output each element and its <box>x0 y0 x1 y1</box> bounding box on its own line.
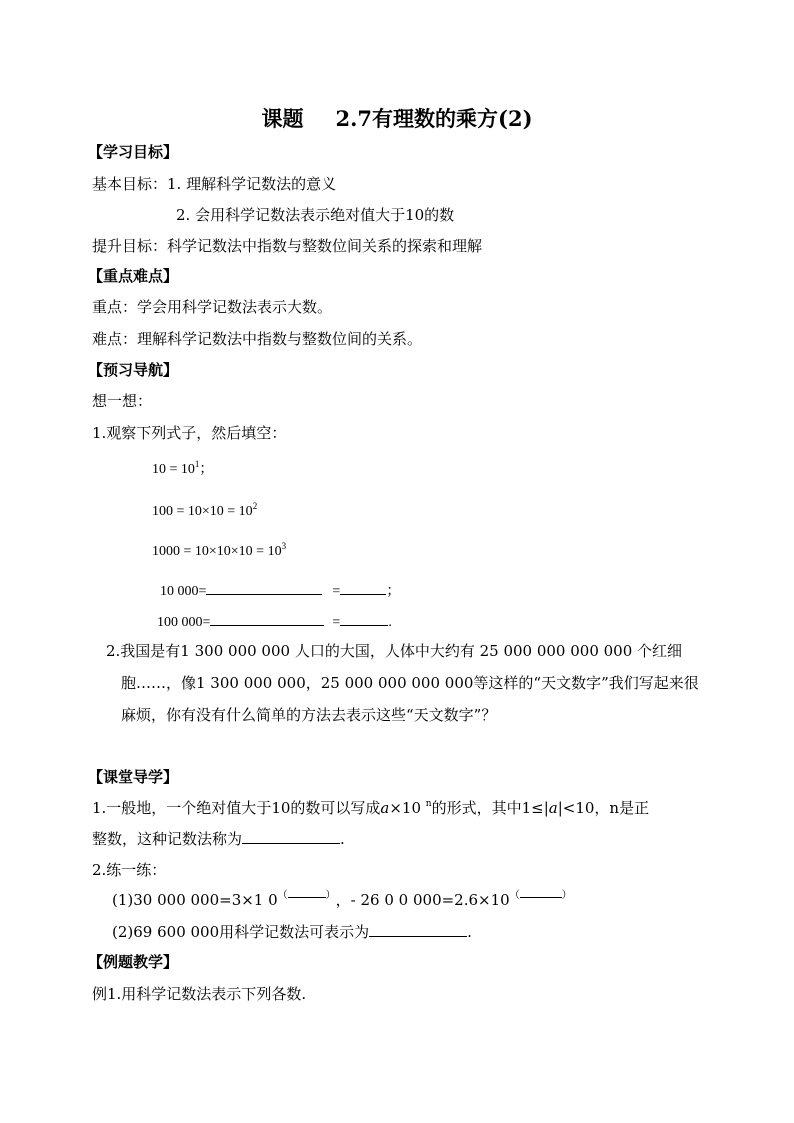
exercise-1-exp-blank-1[interactable] <box>277 890 336 901</box>
equation-1-tail: ； <box>199 462 214 477</box>
class-p1-b: ×10 <box>389 799 426 817</box>
class-p1-d: |<10，n是正 <box>557 799 650 817</box>
exercise-1-exp-blank-2[interactable] <box>509 890 572 901</box>
example-1: 例1.用科学记数法表示下列各数. <box>92 985 307 1003</box>
section-key-heading: 【重点难点】 <box>88 267 179 285</box>
class-p1-end: . <box>340 830 345 848</box>
paren-close-2: ） <box>561 890 572 901</box>
equation-3-exp: 3 <box>281 541 287 551</box>
key-focus: 重点：学会用科学记数法表示大数。 <box>92 298 333 316</box>
equation-5-mid: = <box>332 615 341 630</box>
equation-4 <box>160 580 400 602</box>
section-example-heading: 【例题教学】 <box>88 953 179 971</box>
page-title <box>0 103 794 133</box>
equation-3-left: 1000 = 10×10×10 = 10 <box>152 544 282 559</box>
preview-question-2-line-2: 胞……，像1 300 000 000，25 000 000 000 000等这样的“天文数字”我们写起来很 <box>121 674 699 692</box>
exercise-2 <box>112 922 472 942</box>
equation-1-exp: 1 <box>194 459 200 469</box>
equation-2 <box>152 502 257 522</box>
equation-4-mid: = <box>332 584 341 599</box>
paren-close-1: ） <box>325 890 336 901</box>
exercise-1-b: ，- 26 0 0 000=2.6×10 <box>335 891 510 909</box>
goal-basic-2: 2. 会用科学记数法表示绝对值大于10的数 <box>176 206 455 224</box>
class-p1-c: 的形式，其中1≤| <box>431 799 549 817</box>
preview-question-1: 1.观察下列式子，然后填空： <box>92 424 287 442</box>
equation-4-blank-1[interactable] <box>206 580 322 595</box>
key-difficulty: 难点：理解科学记数法中指数与整数位间的关系。 <box>92 330 423 348</box>
class-p1-a: 1.一般地，一个绝对值大于10的数可以写成 <box>92 799 381 817</box>
equation-5-blank-2[interactable] <box>340 611 388 626</box>
equation-5 <box>157 611 392 633</box>
exercise-1-a: (1)30 000 000=3×1 0 <box>112 891 278 909</box>
equation-4-left: 10 000= <box>160 584 207 599</box>
equation-1-left: 10 = 10 <box>152 462 195 477</box>
section-goals-heading: 【学习目标】 <box>88 143 179 161</box>
section-preview-heading: 【预习导航】 <box>88 361 179 379</box>
equation-2-exp: 2 <box>252 501 258 511</box>
exercise-1 <box>112 890 572 910</box>
preview-think: 想一想： <box>92 392 153 410</box>
equation-5-left: 100 000= <box>157 615 211 630</box>
class-point-1-line-2 <box>92 829 345 849</box>
class-point-2: 2.练一练： <box>92 861 167 879</box>
equation-5-tail: . <box>388 615 392 630</box>
class-p1-var-a: a <box>380 799 390 817</box>
equation-4-tail: ； <box>386 584 401 599</box>
goal-advanced: 提升目标：科学记数法中指数与整数位间关系的探索和理解 <box>92 237 483 255</box>
paren-open-1: （ <box>277 890 288 901</box>
exercise-2-end: . <box>467 923 472 941</box>
section-class-heading: 【课堂导学】 <box>88 768 179 786</box>
equation-2-left: 100 = 10×10 = 10 <box>152 504 253 519</box>
equation-4-blank-2[interactable] <box>340 580 386 595</box>
equation-3 <box>152 542 286 562</box>
paren-open-2: （ <box>509 890 520 901</box>
exercise-2-text: (2)69 600 000用科学记数法可表示为 <box>112 923 370 941</box>
class-point-1-line-1: 1.一般地，一个绝对值大于10的数可以写成a×10 n的形式，其中1≤|a|<10，n是正 <box>92 799 650 817</box>
class-p1-var-a-2: a <box>548 799 558 817</box>
title-prefix: 课题 <box>261 106 304 131</box>
equation-1 <box>152 460 213 480</box>
equation-5-blank-1[interactable] <box>210 611 324 626</box>
class-p1-blank[interactable] <box>242 829 340 844</box>
class-p1-line-2-text: 整数，这种记数法称为 <box>92 830 243 848</box>
preview-question-2-line-3: 麻烦，你有没有什么简单的方法去表示这些“天文数字”？ <box>121 706 497 724</box>
title-main: 2.7有理数的乘方(2) <box>335 106 533 131</box>
preview-question-2-line-1: 2.我国是有1 300 000 000 人口的大国，人体中大约有 25 000 000 000 000 个红细 <box>106 642 683 660</box>
goal-basic-1: 基本目标：1. 理解科学记数法的意义 <box>92 175 337 193</box>
exercise-2-blank[interactable] <box>369 922 467 937</box>
